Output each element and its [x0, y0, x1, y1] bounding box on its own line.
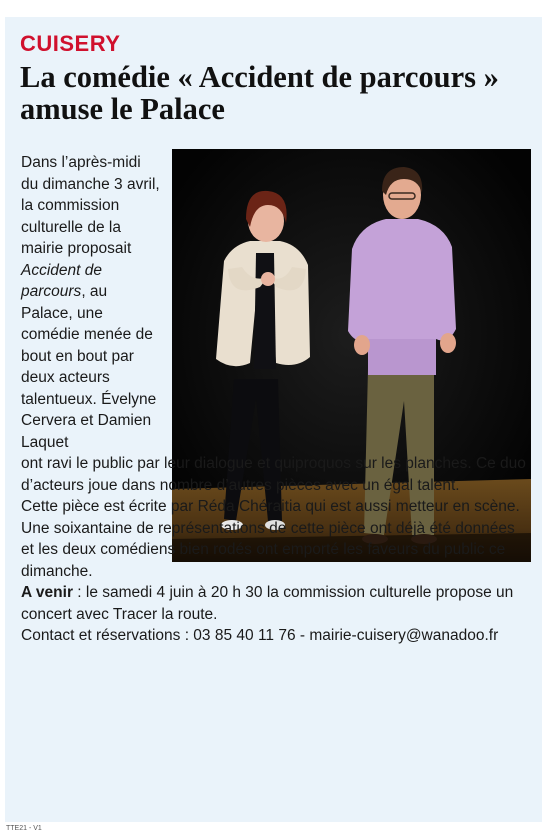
paragraph-1: [21, 152, 531, 496]
upcoming-label: A venir: [21, 584, 73, 601]
article-body: [21, 152, 531, 647]
paragraph-3: [21, 582, 531, 625]
upcoming-text: : le samedi 4 juin à 20 h 30 la commission culturelle propose un concert avec Tracer la route.: [21, 584, 514, 623]
paragraph-1-text-b: , au Palace, une comédie menée de bout en bout par deux acteurs talentueux. Évelyne Cervera et Damien Laquet: [21, 283, 157, 451]
paragraph-2: Cette pièce est écrite par Réda Chéraitia qui est aussi metteur en scène. Une soixantaine de représentations de cette pièce ont déjà été données et les deux comédiens bien rodés ont emporté les faveurs du public ce dimanche.: [21, 498, 520, 580]
play-title: Accident de parcours: [21, 261, 102, 300]
paragraph-1-wrapped-part: [21, 152, 161, 453]
section-kicker: CUISERY: [20, 31, 121, 56]
headline: La comédie « Accident de parcours » amuse le Palace: [20, 60, 499, 126]
paragraph-1-text-c: ont ravi le public par leur dialogue et quiproquos sur les planches. Ce duo d’acteurs joue dans nombre d’autres pièces avec un égal talent.: [21, 455, 526, 494]
paragraph-4: Contact et réservations : 03 85 40 11 76 - mairie-cuisery@wanadoo.fr: [21, 627, 499, 644]
paragraph-1-text-a: Dans l’après-midi du dimanche 3 avril, la commission culturelle de la mairie proposait: [21, 154, 160, 257]
page-code: TTE21 - V1: [6, 825, 42, 832]
